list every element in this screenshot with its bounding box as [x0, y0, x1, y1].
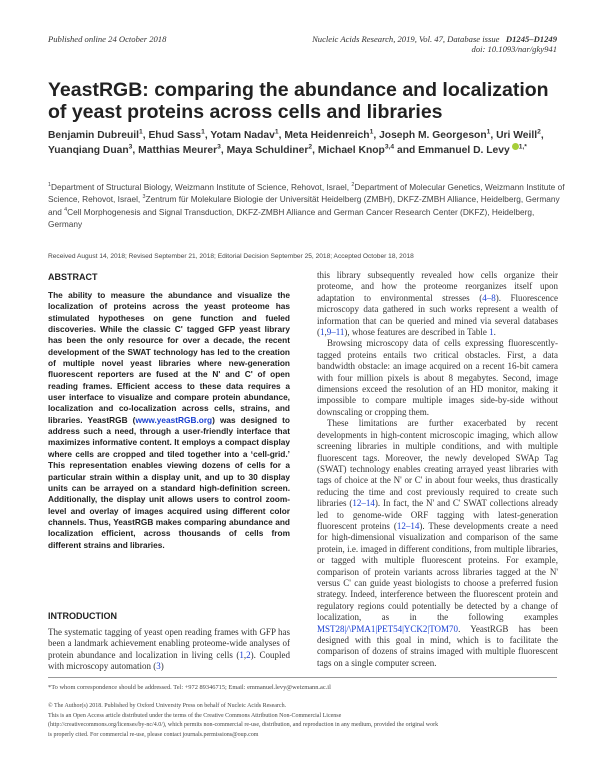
abstract-heading: ABSTRACT: [48, 272, 98, 282]
abstract-part: ) was designed to address such a need, through a user-friendly interface that maximizes informative content. It employs a compact display where cells are cropped and tiled together into a ‘cell-grid.’ This representation enables viewing dozens of cells for a particular strain within a display unit, and up to 30 display units can be arrayed on a standard high-definition screen. Additionally, the display unit allows users to control zoom-level and overlay of images acquired using different color channels. Thus, YeastRGB makes comparing abundance and localization efficient, across thousands of cells from different strains and libraries.: [48, 414, 290, 550]
ref-link[interactable]: 2: [246, 649, 251, 660]
correspondence-footnote: *To whom correspondence should be addressed. Tel: +972 89346715; Email: emmanuel.levy@weizmann.ac.il: [48, 684, 331, 691]
author-name: Ehud Sass: [148, 130, 202, 141]
affiliation-marker: 3,4: [384, 143, 395, 151]
copyright-line: This is an Open Access article distributed under the terms of the Creative Commons Attribution Non-Commercial License: [48, 712, 342, 719]
author-name: and Emmanuel D. Levy: [396, 145, 510, 156]
affiliation-text: Zentrum für Molekulare Biologie der Universität Heidelberg (ZMBH), DKFZ-ZMBH Alliance, Heidelberg, Germany and: [48, 194, 560, 217]
affiliation-marker: 2: [537, 128, 541, 136]
affiliations: [48, 181, 568, 230]
footnote-divider: [48, 677, 557, 678]
affiliation-marker: 1: [201, 128, 205, 136]
affiliation-text: Cell Morphogenesis and Signal Transduction, DKFZ-ZMBH Alliance and German Cancer Research Center (DKFZ), Heidelberg, Germany: [48, 206, 535, 229]
paragraph: Browsing microscopy data of cells expressing fluorescently-tagged proteins entails two critical obstacles. First, a data bandwidth obstacle: an image acquired on a recent 16-bit camera with four million pixels is about 8 megabytes. Second, image dimensions exceed the resolution of an HD monitor, making it impossible to compare multiple images side-by-side without downscaling or cropping them.: [317, 338, 558, 417]
text: The systematic tagging of yeast open reading frames with GFP has been a landmark achievement enabling proteome-wide analyses of protein abundance and localization in living cells (: [48, 627, 290, 660]
affiliation-marker: 1,*: [518, 143, 527, 151]
affiliation-number: 2: [351, 182, 355, 189]
affiliation-marker: 1: [369, 128, 374, 136]
author-name: Matthias Meurer: [138, 145, 218, 156]
submission-dates: Received August 14, 2018; Revised September 21, 2018; Editorial Decision September 25, 2018; Accepted October 18, 2018: [48, 253, 414, 260]
copyright-line: © The Author(s) 2018. Published by Oxford University Press on behalf of Nucleic Acids Research.: [48, 703, 287, 709]
abstract-text: [48, 290, 290, 551]
yeastrgb-link[interactable]: www.yeastRGB.org: [135, 414, 213, 425]
ref-link[interactable]: 9–11: [326, 327, 345, 338]
affiliation-text: Department of Molecular Genetics, Weizmann Institute of Science, Rehovot, Israel,: [48, 182, 565, 205]
ref-link[interactable]: 4–8: [482, 292, 496, 303]
affiliation-number: 1: [48, 182, 51, 189]
affiliation-marker: 3: [217, 143, 221, 151]
paragraph: [317, 418, 558, 669]
ref-link[interactable]: 12–14: [352, 498, 375, 509]
ref-link[interactable]: 1: [239, 649, 244, 660]
author-name: Yotam Nadav: [210, 130, 275, 141]
affiliation-number: 4: [64, 206, 68, 213]
author-name: Michael Knop: [317, 145, 385, 156]
paragraph: this library subsequently revealed how cells organize their proteome, and how the proteome reorganizes itself upon adaptation to environmental stresses (4–8). Fluorescence microscopy data gathered in such works represent a wealth of information that can be queried and mined via several databases (1,9–11), whose features are described in Table 1.: [317, 270, 558, 338]
introduction-text-continued: [317, 270, 558, 669]
published-date: Published online 24 October 2018: [48, 34, 167, 44]
text: ). These developments create a need for high-dimensional visualization and comparison of the same protein, i.e. imaged in different conditions, from multiple libraries, or tagged with multiple fluorescent proteins. For example, comparison of protein variants across libraries tagged at the N' versus C' can guide yeast biologists to choose a preferred fusion strategy. Indeed, interference between the fluorescent protein and regulatory regions could potentially be detected by a change of localization, as in the following examples: [317, 520, 558, 623]
ref-link[interactable]: 1: [320, 327, 325, 338]
paper-title: YeastRGB: comparing the abundance and localization of yeast proteins across cells and libraries: [48, 79, 549, 123]
doi: doi: 10.1093/nar/gky941: [471, 44, 557, 54]
affiliation-marker: 3: [128, 143, 133, 151]
abstract-part: The ability to measure the abundance and visualize the localization of proteins across the yeast proteome has stimulated hypotheses on gene function and fueled discoveries. While the classic C' tagged GFP yeast library has been the only resource for over a decade, the recent development of the SWAT technology has led to the creation of multiple novel yeast libraries where new-generation fluorescent reporters are fused at the N' and C' of open reading frames. Efficient access to these data requires a user interface to visualize and compare protein abundance, localization and co-localization across cells, strains, and libraries. YeastRGB (: [48, 290, 290, 425]
author-name: Joseph M. Georgeson: [379, 130, 487, 141]
author-name: Benjamin Dubreuil: [48, 130, 139, 141]
author-name: Meta Heidenreich: [284, 130, 370, 141]
author-list: Benjamin Dubreuil$^1$, Ehud Sass$^1$, Yotam Nadav$^1$, Meta Heidenreich$^1$, Joseph M. Georgeson$^1$, Uri Weill$^2$, Yuanqiang Duan$^3$, Matthias Meurer$^3$, Maya Schuldiner$^2$, Michael Knop$^{3,4}$ and Emmanuel D. Levy $^{1,*}$: [48, 128, 544, 156]
text: this library subsequently revealed how cells organize their proteome, and how the proteome reorganizes itself upon adaptation to environmental stresses (: [317, 270, 558, 303]
journal-citation: [312, 34, 557, 54]
introduction-text: The systematic tagging of yeast open reading frames with GFP has been a landmark achievement enabling proteome-wide analyses of protein abundance and localization in living cells (1,2). Coupled with microscopy automation (3): [48, 627, 290, 672]
author-name: Yuanqiang Duan: [48, 145, 129, 156]
text: .: [493, 327, 496, 338]
journal-name: Nucleic Acids Research, 2019, Vol. 47, Database issue: [312, 34, 500, 44]
introduction-heading: INTRODUCTION: [48, 611, 117, 621]
author-name: Uri Weill: [496, 130, 538, 141]
text: These limitations are further exacerbated by recent developments in high-content microscopic imaging, which allow screening libraries in multiple conditions, and with multiple fluorescent tags. Moreover, the newly developed SWAp Tag (SWAT) technology enables creating arrayed yeast libraries with tags of choice at the N' or C' in about four weeks, thus drastically reducing the time and cost previously required to create such libraries (: [317, 418, 558, 509]
ref-link[interactable]: 3: [156, 661, 161, 672]
examples-link[interactable]: MST28|/\PMA1|PET54|YCK2|TOM70: [317, 623, 459, 634]
affiliation-marker: 1: [138, 128, 143, 136]
affiliation-text: Department of Structural Biology, Weizmann Institute of Science, Rehovot, Israel,: [51, 182, 352, 192]
affiliation-number: 3: [142, 194, 146, 201]
copyright-notice: [48, 702, 563, 740]
text: ). In fact, the N' and C' SWAT collections already led to genome-wide ORF tagging with latest-generation fluorescent proteins (: [317, 498, 559, 531]
text: . YeastRGB has been designed with this goal in mind, which is to facilitate the comparison of dozens of strains imaged with multiple fluorescent tags on a single computer screen.: [317, 623, 558, 668]
ref-link[interactable]: 12–14: [396, 520, 420, 531]
table-link[interactable]: 1: [489, 327, 494, 338]
text: ). Coupled with microscopy automation (: [48, 649, 290, 672]
affiliation-marker: 2: [308, 143, 313, 151]
text: ), whose features are described in Table: [344, 327, 490, 338]
orcid-icon[interactable]: [512, 143, 519, 150]
text: ). Fluorescence microscopy data gathered in such works represent a wealth of information that can be queried and mined via several databases (: [317, 292, 558, 338]
copyright-line: (http://creativecommons.org/licenses/by-nc/4.0/), which permits non-commercial re-use, distribution, and reproduction in any medium, provided the original work: [48, 722, 439, 729]
affiliation-marker: 1: [486, 128, 491, 136]
copyright-line: is properly cited. For commercial re-use, please contact journals.permissions@oup.com: [48, 731, 259, 738]
affiliation-marker: 1: [274, 128, 279, 136]
page-range: D1245–D1249: [505, 34, 557, 44]
author-name: Maya Schuldiner: [226, 145, 309, 156]
